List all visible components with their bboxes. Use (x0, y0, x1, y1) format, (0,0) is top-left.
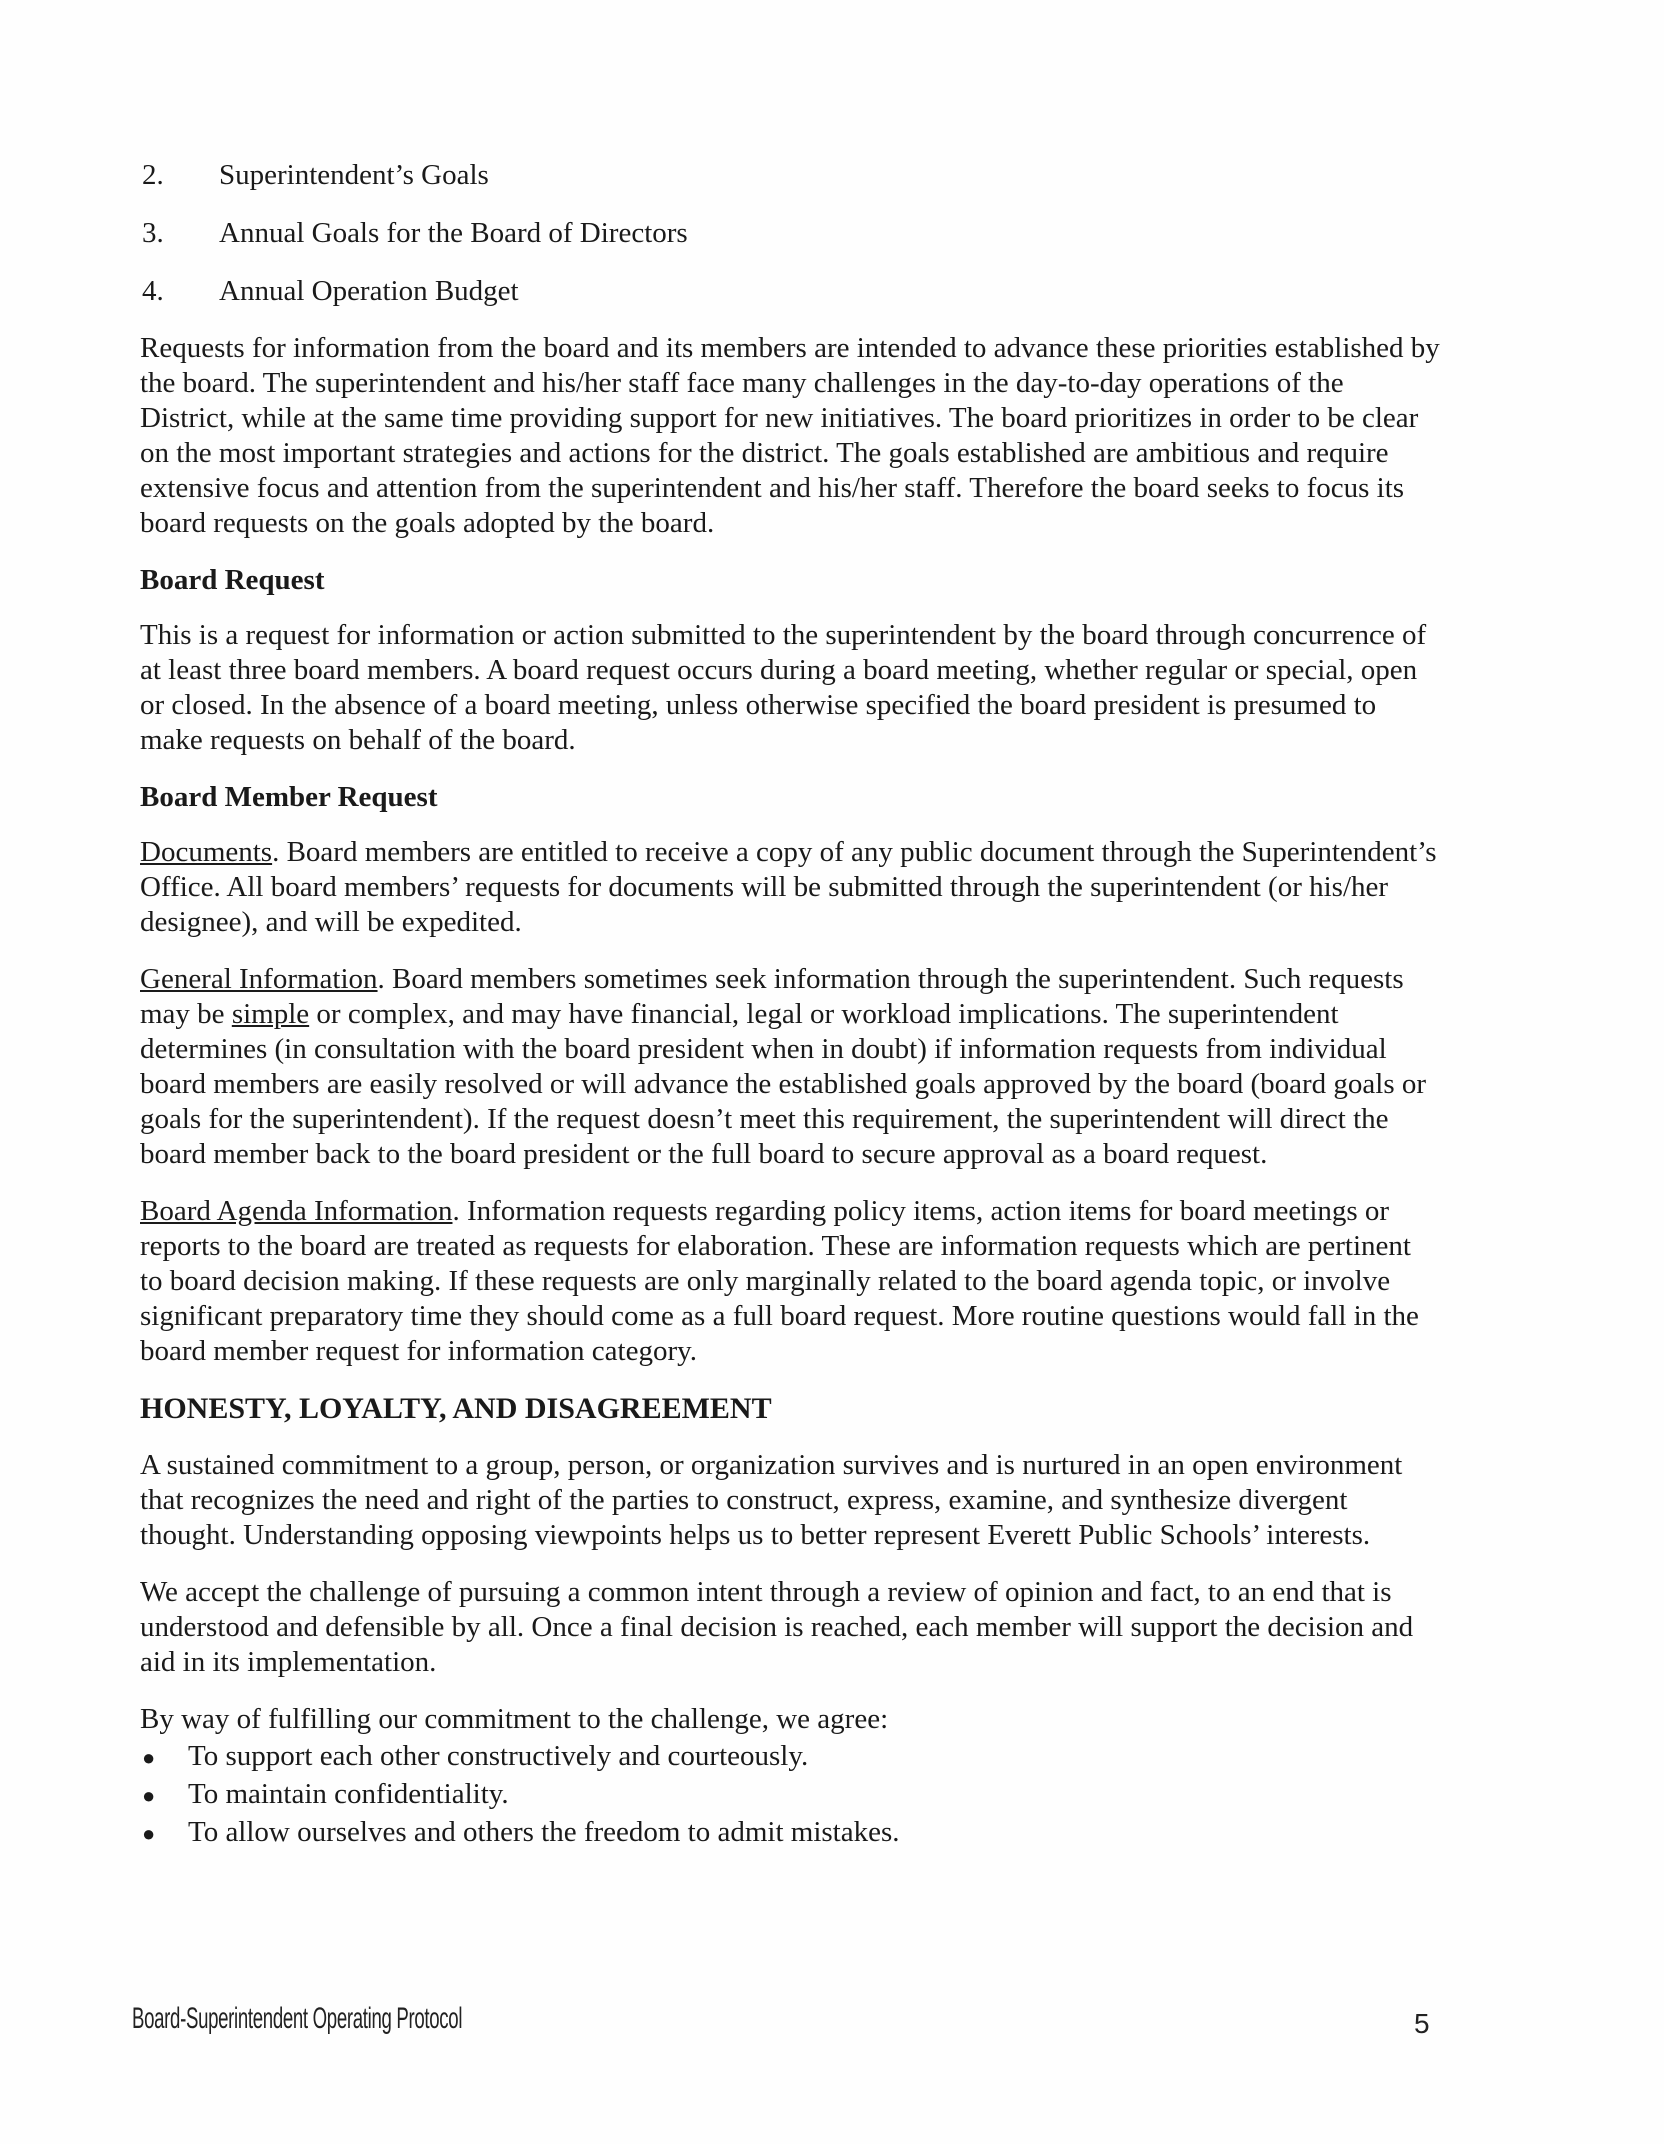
bullet-icon: ● (142, 1745, 156, 1770)
simple-word: simple (231, 998, 310, 1030)
general-information-text-1: . Board members sometimes seek information through the superintendent. Such requests may be (140, 963, 1404, 1030)
board-agenda-information-text: . Information requests regarding policy items, action items for board meetings or reports to the board are treated as requests for elaboration. These are information requests which are pertinent to board decision making. If these requests are only marginally related to the board agenda topic, or involve significant preparatory time they should come as a full board request. More routine questions would fall in the board member request for information category. (140, 1195, 1419, 1367)
intro-paragraph: Requests for information from the board and its members are intended to advance these priorities established by the board. The superintendent and his/her staff face many challenges in the day-to-day operations of the District, while at the same time providing support for new initiatives. The board prioritizes in order to be clear on the most important strategies and actions for the district. The goals established are ambitious and require extensive focus and attention from the superintendent and his/her staff. Therefore the board seeks to focus its board requests on the goals adopted by the board. (140, 332, 1440, 539)
documents-paragraph (140, 835, 1440, 940)
page-number: 5 (1414, 2008, 1430, 2039)
honesty-section-heading: HONESTY, LOYALTY, AND DISAGREEMENT (140, 1392, 772, 1425)
numbered-item (142, 274, 1440, 309)
bullet-icon: ● (142, 1783, 156, 1808)
board-request-heading: Board Request (140, 564, 325, 596)
documents-text: . Board members are entitled to receive a copy of any public document through the Superintendent’s Office. All board members’ requests for documents will be submitted through the superintendent (or his/her designee), and will be expedited. (140, 836, 1437, 938)
documents-label: Documents (140, 836, 273, 868)
list-item-text: To allow ourselves and others the freedom to admit mistakes. (188, 1816, 900, 1848)
list-item (140, 1739, 1440, 1775)
list-item-text: To support each other constructively and courteously. (188, 1740, 809, 1772)
numbered-item (142, 158, 1440, 193)
numbered-item (142, 216, 1440, 251)
item-number: 3. (142, 217, 164, 249)
list-item (140, 1777, 1440, 1813)
honesty-paragraph-1: A sustained commitment to a group, person, or organization survives and is nurtured in an open environment that recognizes the need and right of the parties to construct, express, examine, and synthesize divergent thought. Understanding opposing viewpoints helps us to better represent Everett Public Schools’ interests. (140, 1449, 1403, 1551)
board-agenda-information-paragraph (140, 1194, 1440, 1369)
list-item (140, 1815, 1440, 1851)
board-member-request-heading: Board Member Request (140, 781, 438, 813)
board-agenda-information-label: Board Agenda Information (140, 1195, 453, 1227)
item-text: Superintendent’s Goals (219, 159, 489, 191)
general-information-paragraph (140, 962, 1440, 1172)
page-content (140, 158, 1440, 1853)
honesty-paragraph-2: We accept the challenge of pursuing a common intent through a review of opinion and fact, to an end that is understood and defensible by all. Once a final decision is reached, each member will support the decision and aid in its implementation. (140, 1576, 1414, 1678)
item-text: Annual Operation Budget (219, 275, 519, 307)
general-information-label: General Information (140, 963, 378, 995)
agree-intro: By way of fulfilling our commitment to the challenge, we agree: (140, 1703, 889, 1735)
list-item-text: To maintain confidentiality. (188, 1778, 509, 1810)
item-number: 2. (142, 159, 164, 191)
footer-title: Board-Superintendent Operating Protocol (132, 2002, 463, 2035)
bullet-icon: ● (142, 1821, 156, 1846)
item-text: Annual Goals for the Board of Directors (219, 217, 688, 249)
item-number: 4. (142, 275, 164, 307)
board-request-paragraph: This is a request for information or action submitted to the superintendent by the board through concurrence of at least three board members. A board request occurs during a board meeting, whether regular or special, open or closed. In the absence of a board meeting, unless otherwise specified the board president is presumed to make requests on behalf of the board. (140, 619, 1427, 756)
general-information-text-2: or complex, and may have financial, legal or workload implications. The superintendent determines (in consultation with the board president when in doubt) if information requests from individual board members are easily resolved or will advance the established goals approved by the board (board goals or goals for the superintendent). If the request doesn’t meet this requirement, the superintendent will direct the board member back to the board president or the full board to secure approval as a board request. (140, 998, 1427, 1170)
agreement-list (140, 1739, 1440, 1851)
